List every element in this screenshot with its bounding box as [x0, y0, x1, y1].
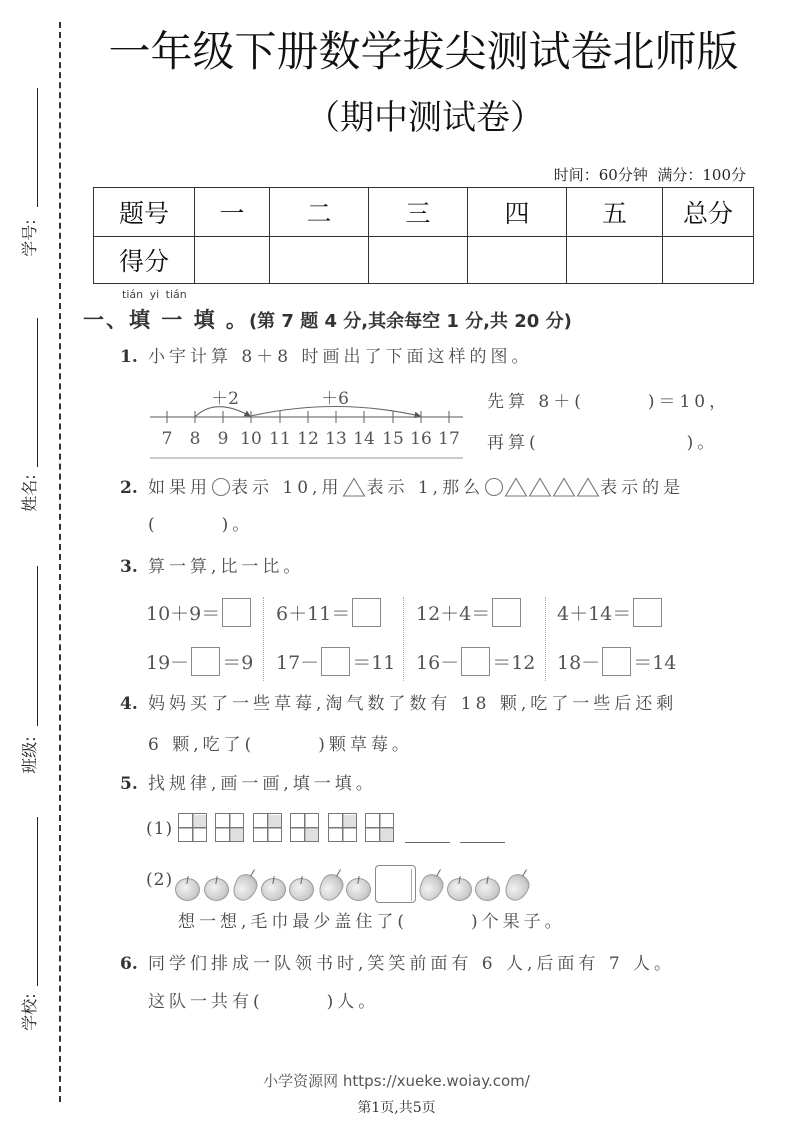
- tick-label: 8: [189, 429, 201, 449]
- question-text: 小宇计算 8＋8 时画出了下面这样的图。: [148, 347, 533, 367]
- equation: [416, 646, 535, 676]
- tick-label: 14: [353, 429, 375, 449]
- question-3: [120, 556, 304, 578]
- tick-label: 16: [410, 429, 432, 449]
- question-number: 5.: [120, 774, 138, 794]
- answer-box[interactable]: [461, 647, 490, 676]
- apple-icon: [346, 875, 372, 901]
- question-1: [120, 346, 532, 368]
- equation: [146, 646, 253, 676]
- question-6: [120, 953, 675, 975]
- equation-text: 10＋9＝: [146, 602, 221, 625]
- score-cell[interactable]: [195, 237, 270, 284]
- tick-label: 11: [269, 429, 291, 449]
- apple-icon: [447, 875, 473, 901]
- pattern-1-label: (1): [146, 819, 174, 839]
- page-title: 一年级下册数学拔尖测试卷北师版: [108, 27, 739, 76]
- school-field[interactable]: [37, 817, 38, 986]
- section-title: [83, 304, 572, 334]
- answer-box[interactable]: [492, 598, 521, 627]
- triangle-symbol-icon: [552, 477, 576, 497]
- tick-label: 17: [438, 429, 460, 449]
- equation-text: 4＋14＝: [557, 602, 632, 625]
- pear-icon: [418, 875, 444, 901]
- q1-step1: 先算 8＋( )＝10，: [487, 392, 731, 412]
- apple-icon: [261, 875, 287, 901]
- score-table-score-row: [94, 237, 754, 284]
- jump-label-2: ＋6: [321, 389, 349, 409]
- score-cell[interactable]: [270, 237, 369, 284]
- question-text: 如果用: [148, 478, 211, 498]
- answer-box[interactable]: [321, 647, 350, 676]
- triangle-symbol-icon: [576, 477, 600, 497]
- header-cell: 总分: [663, 188, 754, 237]
- answer-box[interactable]: [222, 598, 251, 627]
- student-id-label: 学号:: [20, 219, 39, 257]
- header-cell: 四: [468, 188, 567, 237]
- apple-icon: [289, 875, 315, 901]
- question-text: 找规律,画一画,填一填。: [148, 774, 377, 794]
- question-2: [120, 477, 684, 499]
- apple-icon: [475, 875, 501, 901]
- shaded-quadrant: [231, 829, 243, 841]
- tick-label: 13: [325, 429, 347, 449]
- shaded-quadrant: [381, 829, 393, 841]
- score-table: [93, 187, 754, 284]
- score-cell[interactable]: [567, 237, 663, 284]
- score-cell[interactable]: [369, 237, 468, 284]
- header-cell: 题号: [94, 188, 195, 237]
- equation: [557, 597, 664, 627]
- pattern-2-label: (2): [146, 870, 174, 890]
- equation-text: 6＋11＝: [276, 602, 351, 625]
- column-divider: [263, 597, 264, 681]
- section-scoring-note: (第 7 题 4 分,其余每空 1 分,共 20 分): [248, 311, 572, 332]
- triangle-symbol-icon: [342, 477, 366, 497]
- shaded-quadrant: [269, 815, 281, 827]
- name-field[interactable]: [37, 318, 38, 467]
- question-text: 表示 10,用: [231, 478, 343, 498]
- pear-icon: [318, 875, 344, 901]
- school-label: 学校:: [20, 993, 39, 1031]
- question-text: 表示的是: [600, 478, 685, 498]
- jump-label-1: ＋2: [211, 389, 239, 409]
- class-field[interactable]: [37, 566, 38, 726]
- equation: [557, 646, 676, 676]
- question-text: 算一算,比一比。: [148, 557, 305, 577]
- equation-text: ＝9: [222, 651, 254, 674]
- apple-icon: [204, 875, 230, 901]
- equation-text: ＝11: [352, 651, 396, 674]
- question-4: [120, 693, 677, 715]
- question-number: 6.: [120, 954, 138, 974]
- page-subtitle: （期中测试卷）: [306, 98, 544, 138]
- q2-answer-line[interactable]: ( )。: [148, 515, 254, 535]
- equation-text: 19－: [146, 651, 190, 674]
- circle-symbol-icon: [484, 477, 504, 497]
- triangle-symbol-icon: [528, 477, 552, 497]
- apple-icon: [175, 875, 201, 901]
- header-cell: 一: [195, 188, 270, 237]
- q5-sub-question[interactable]: 想一想,毛巾最少盖住了( )个果子。: [178, 912, 566, 932]
- question-text: 同学们排成一队领书时,笑笑前面有 6 人,后面有 7 人。: [148, 954, 676, 974]
- pattern-square: [328, 813, 357, 842]
- header-cell: 二: [270, 188, 369, 237]
- pear-icon: [504, 875, 530, 901]
- footer-site-link[interactable]: 小学资源网 https://xueke.woiay.com/: [263, 1072, 530, 1090]
- tick-label: 15: [382, 429, 404, 449]
- equation: [276, 646, 395, 676]
- name-label: 姓名:: [20, 474, 39, 512]
- question-number: 4.: [120, 694, 138, 714]
- equation-text: 12＋4＝: [416, 602, 491, 625]
- number-line-diagram: [145, 385, 470, 465]
- header-cell: 五: [567, 188, 663, 237]
- pattern-square: [290, 813, 319, 842]
- pattern-square: [365, 813, 394, 842]
- equation: [416, 597, 523, 627]
- score-cell[interactable]: [663, 237, 754, 284]
- tick-label: 10: [240, 429, 262, 449]
- column-divider: [545, 597, 546, 681]
- header-cell: 三: [369, 188, 468, 237]
- answer-box[interactable]: [602, 647, 631, 676]
- answer-box[interactable]: [633, 598, 662, 627]
- page-number: 第1页,共5页: [357, 1100, 436, 1116]
- class-label: 班级:: [20, 736, 39, 774]
- shaded-quadrant: [194, 815, 206, 827]
- shaded-quadrant: [306, 829, 318, 841]
- answer-blank[interactable]: [460, 842, 505, 843]
- question-text: 表示 1,那么: [366, 478, 485, 498]
- q6-answer-line[interactable]: 这队一共有( )人。: [148, 992, 380, 1012]
- q4-answer-line[interactable]: 6 颗,吃了( )颗草莓。: [148, 735, 413, 755]
- towel-icon: [375, 863, 416, 901]
- cut-line: [59, 22, 61, 1102]
- answer-blank[interactable]: [405, 842, 450, 843]
- tick-label: 7: [161, 429, 173, 449]
- triangle-symbol-icon: [504, 477, 528, 497]
- pattern-square: [215, 813, 244, 842]
- equation-text: ＝14: [633, 651, 677, 674]
- equation-text: 17－: [276, 651, 320, 674]
- question-5: [120, 773, 377, 795]
- pattern-square: [253, 813, 282, 842]
- circle-symbol-icon: [211, 477, 231, 497]
- fruit-pattern-row: [175, 861, 530, 901]
- answer-box[interactable]: [352, 598, 381, 627]
- equation-text: 18－: [557, 651, 601, 674]
- section-heading: 一、填 一 填 。: [83, 308, 249, 332]
- question-number: 2.: [120, 478, 138, 498]
- shaded-quadrant: [344, 815, 356, 827]
- score-table-header-row: [94, 188, 754, 237]
- section-pinyin: tián yi tián: [122, 288, 187, 301]
- pear-icon: [232, 875, 258, 901]
- tick-label: 12: [297, 429, 319, 449]
- pattern-square: [178, 813, 207, 842]
- tick-label: 9: [217, 429, 229, 449]
- q1-step2: 再算( )。: [487, 433, 719, 453]
- score-row-label: 得分: [94, 237, 195, 284]
- exam-meta: 时间：60分钟 满分：100分: [553, 166, 746, 184]
- equation: [146, 597, 253, 627]
- question-number: 1.: [120, 347, 138, 367]
- equation: [276, 597, 383, 627]
- equation-text: 16－: [416, 651, 460, 674]
- score-cell[interactable]: [468, 237, 567, 284]
- equation-text: ＝12: [492, 651, 536, 674]
- answer-box[interactable]: [191, 647, 220, 676]
- column-divider: [403, 597, 404, 681]
- question-text: 妈妈买了一些草莓,淘气数了数有 18 颗,吃了一些后还剩: [148, 694, 678, 714]
- question-number: 3.: [120, 557, 138, 577]
- student-id-field[interactable]: [37, 88, 38, 207]
